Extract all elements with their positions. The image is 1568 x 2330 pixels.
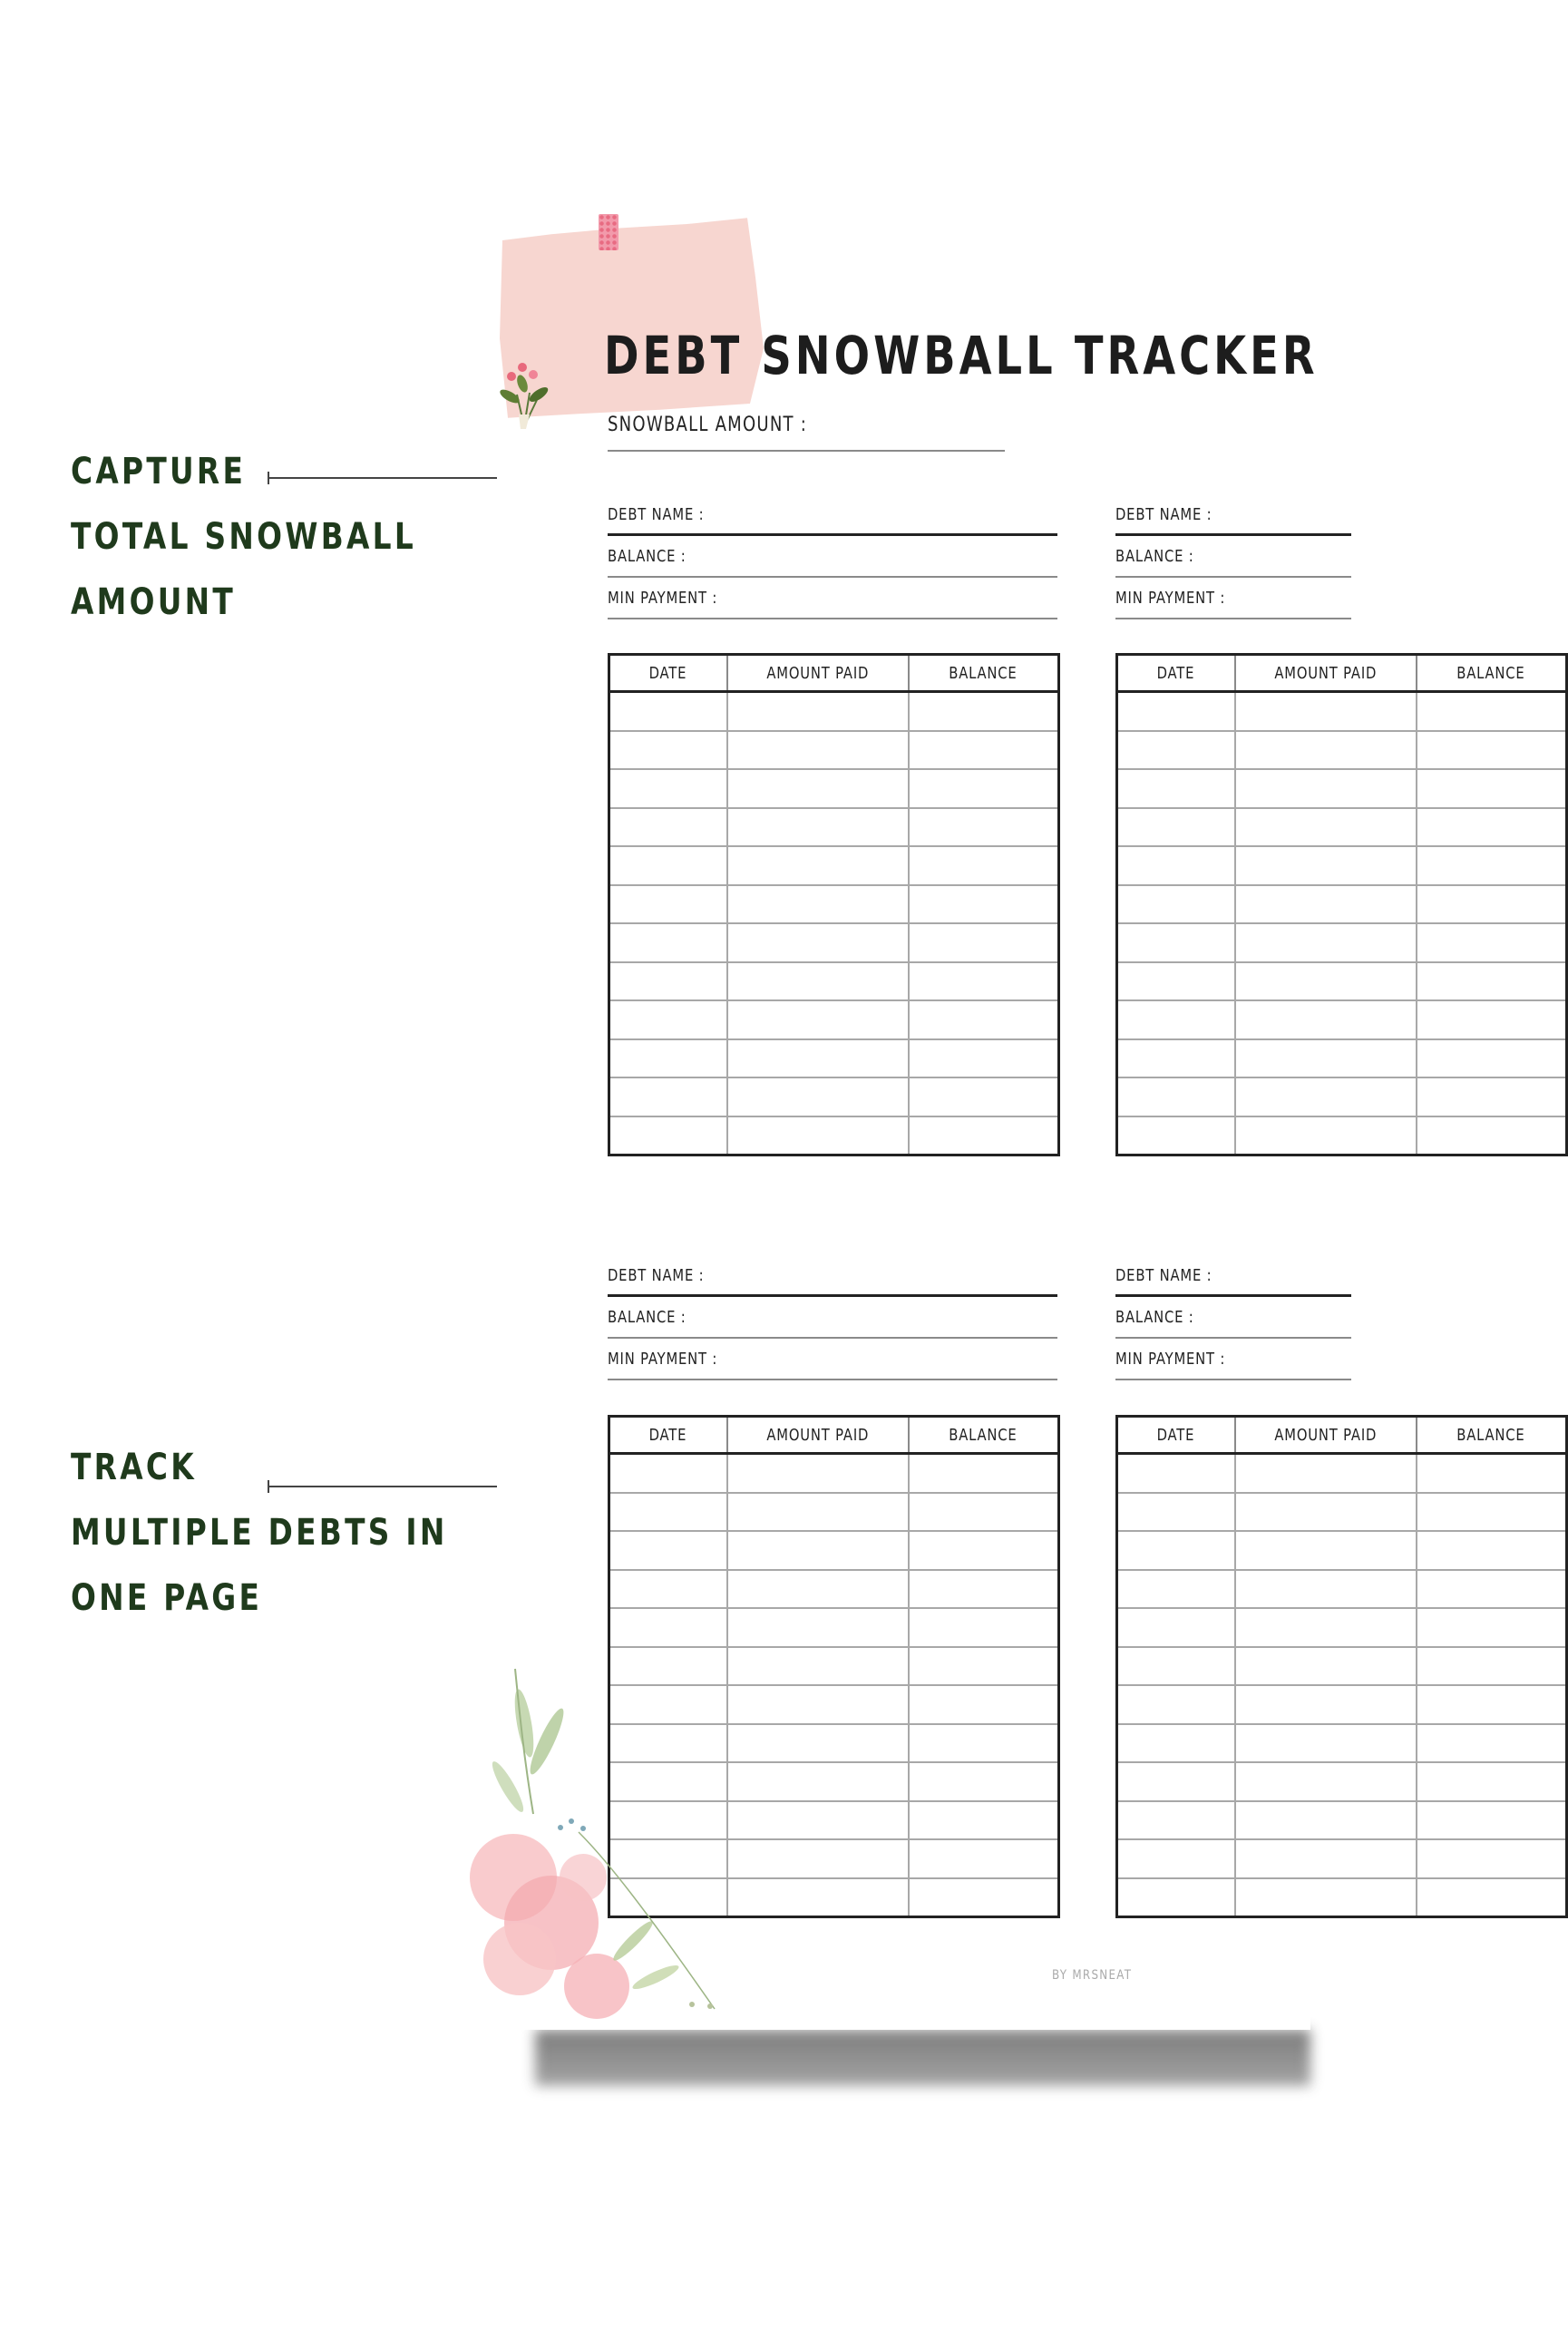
table-cell bbox=[727, 1608, 909, 1647]
table-row bbox=[609, 1116, 1059, 1155]
table-cell bbox=[727, 1839, 909, 1878]
table-cell bbox=[909, 885, 1059, 924]
amount-paid-column-header: AMOUNT PAID bbox=[727, 1417, 909, 1454]
table-cell bbox=[609, 1039, 727, 1078]
table-row bbox=[1117, 962, 1567, 1001]
table-cell bbox=[727, 1724, 909, 1763]
table-cell bbox=[1235, 923, 1417, 962]
table-cell bbox=[727, 1000, 909, 1039]
table-cell bbox=[909, 1762, 1059, 1801]
table-row bbox=[609, 692, 1059, 731]
table-cell bbox=[1235, 1878, 1417, 1917]
amount-paid-column-header: AMOUNT PAID bbox=[1235, 1417, 1417, 1454]
table-cell bbox=[1235, 1116, 1417, 1155]
table-row bbox=[1117, 1685, 1567, 1724]
table-cell bbox=[1117, 1570, 1235, 1609]
min-payment-line bbox=[1115, 1379, 1351, 1380]
min-payment-label: MIN PAYMENT : bbox=[1115, 1350, 1226, 1369]
table-cell bbox=[1235, 1647, 1417, 1686]
table-cell bbox=[909, 962, 1059, 1001]
table-cell bbox=[1235, 962, 1417, 1001]
debt-name-line bbox=[608, 1294, 1057, 1297]
table-cell bbox=[1235, 1762, 1417, 1801]
table-cell bbox=[727, 1685, 909, 1724]
table-cell bbox=[727, 962, 909, 1001]
table-row bbox=[1117, 1724, 1567, 1763]
table-cell bbox=[1117, 1000, 1235, 1039]
table-row bbox=[1117, 923, 1567, 962]
table-cell bbox=[1117, 1531, 1235, 1570]
date-column-header: DATE bbox=[609, 655, 727, 692]
table-cell bbox=[727, 692, 909, 731]
callout-line: MULTIPLE DEBTS IN bbox=[71, 1512, 448, 1554]
table-cell bbox=[1117, 1039, 1235, 1078]
table-cell bbox=[727, 1878, 909, 1917]
table-cell bbox=[909, 731, 1059, 770]
table-cell bbox=[1235, 1454, 1417, 1493]
balance-label: BALANCE : bbox=[608, 1308, 687, 1327]
date-column-header: DATE bbox=[609, 1417, 727, 1454]
table-cell bbox=[1117, 885, 1235, 924]
table-row bbox=[609, 808, 1059, 847]
table-cell bbox=[1117, 962, 1235, 1001]
snowball-amount-label: SNOWBALL AMOUNT : bbox=[608, 414, 808, 436]
table-cell bbox=[909, 808, 1059, 847]
table-cell bbox=[909, 692, 1059, 731]
table-cell bbox=[609, 1454, 727, 1493]
table-cell bbox=[1117, 1878, 1235, 1917]
table-row bbox=[1117, 1608, 1567, 1647]
table-row bbox=[1117, 1531, 1567, 1570]
table-cell bbox=[1117, 1493, 1235, 1532]
table-cell bbox=[909, 1039, 1059, 1078]
table-row bbox=[609, 962, 1059, 1001]
table-cell bbox=[1417, 1839, 1567, 1878]
table-cell bbox=[1417, 923, 1567, 962]
table-cell bbox=[1117, 1801, 1235, 1840]
table-cell bbox=[909, 769, 1059, 808]
table-row bbox=[609, 1531, 1059, 1570]
footer-credit: BY MRSNEAT bbox=[1052, 1968, 1133, 1983]
table-row bbox=[1117, 769, 1567, 808]
callout-snowball bbox=[71, 439, 416, 635]
table-row bbox=[609, 769, 1059, 808]
table-cell bbox=[909, 1000, 1059, 1039]
callout-line: TRACK bbox=[71, 1447, 197, 1488]
balance-line bbox=[1115, 1337, 1351, 1339]
table-cell bbox=[1417, 731, 1567, 770]
balance-column-header: BALANCE bbox=[909, 655, 1059, 692]
table-cell bbox=[1117, 731, 1235, 770]
balance-column-header: BALANCE bbox=[1417, 655, 1567, 692]
table-row bbox=[1117, 731, 1567, 770]
table-cell bbox=[909, 923, 1059, 962]
table-cell bbox=[1417, 1878, 1567, 1917]
balance-label: BALANCE : bbox=[608, 547, 687, 566]
table-cell bbox=[1117, 1608, 1235, 1647]
balance-line bbox=[608, 1337, 1057, 1339]
table-cell bbox=[609, 1077, 727, 1116]
flower-bouquet-icon bbox=[497, 340, 551, 431]
table-cell bbox=[1117, 1685, 1235, 1724]
table-cell bbox=[1235, 1570, 1417, 1609]
table-cell bbox=[1117, 846, 1235, 885]
table-cell bbox=[1117, 1647, 1235, 1686]
debt-name-label: DEBT NAME : bbox=[608, 505, 705, 524]
table-cell bbox=[1417, 1454, 1567, 1493]
payment-log-table bbox=[608, 653, 1060, 1156]
table-cell bbox=[1117, 1454, 1235, 1493]
table-cell bbox=[1117, 1839, 1235, 1878]
page-title: DEBT SNOWBALL TRACKER bbox=[604, 325, 1319, 386]
debt-name-line bbox=[1115, 533, 1351, 536]
table-cell bbox=[609, 885, 727, 924]
table-cell bbox=[1417, 1077, 1567, 1116]
table-cell bbox=[609, 1570, 727, 1609]
table-cell bbox=[909, 1116, 1059, 1155]
table-cell bbox=[1235, 885, 1417, 924]
table-cell bbox=[1417, 962, 1567, 1001]
date-column-header: DATE bbox=[1117, 1417, 1235, 1454]
table-row bbox=[1117, 1454, 1567, 1493]
table-cell bbox=[1417, 1531, 1567, 1570]
table-cell bbox=[909, 1570, 1059, 1609]
table-cell bbox=[1117, 769, 1235, 808]
table-row bbox=[1117, 846, 1567, 885]
table-cell bbox=[1417, 1801, 1567, 1840]
table-cell bbox=[909, 1454, 1059, 1493]
table-cell bbox=[609, 1608, 727, 1647]
table-cell bbox=[1117, 808, 1235, 847]
debt-name-label: DEBT NAME : bbox=[1115, 505, 1213, 524]
washi-tape-icon bbox=[599, 214, 618, 250]
table-cell bbox=[909, 846, 1059, 885]
balance-line bbox=[1115, 576, 1351, 578]
table-row bbox=[609, 1039, 1059, 1078]
debt-name-line bbox=[1115, 1294, 1351, 1297]
table-cell bbox=[909, 1608, 1059, 1647]
table-cell bbox=[1117, 1116, 1235, 1155]
table-cell bbox=[1235, 846, 1417, 885]
table-row bbox=[609, 1000, 1059, 1039]
table-cell bbox=[909, 1801, 1059, 1840]
table-cell bbox=[1235, 769, 1417, 808]
table-cell bbox=[727, 1531, 909, 1570]
debt-name-line bbox=[608, 533, 1057, 536]
table-row bbox=[609, 1570, 1059, 1609]
table-row bbox=[609, 885, 1059, 924]
table-cell bbox=[909, 1878, 1059, 1917]
table-cell bbox=[1117, 1077, 1235, 1116]
table-cell bbox=[1235, 1608, 1417, 1647]
table-cell bbox=[909, 1647, 1059, 1686]
callout-line: CAPTURE bbox=[71, 451, 247, 492]
payment-log-table bbox=[1115, 653, 1568, 1156]
balance-label: BALANCE : bbox=[1115, 547, 1194, 566]
table-row bbox=[1117, 1116, 1567, 1155]
min-payment-label: MIN PAYMENT : bbox=[608, 589, 718, 608]
table-row bbox=[1117, 885, 1567, 924]
date-column-header: DATE bbox=[1117, 655, 1235, 692]
table-row bbox=[1117, 1039, 1567, 1078]
table-row bbox=[1117, 1762, 1567, 1801]
table-row bbox=[1117, 1878, 1567, 1917]
table-cell bbox=[1417, 846, 1567, 885]
table-row bbox=[1117, 1493, 1567, 1532]
table-cell bbox=[1417, 1000, 1567, 1039]
table-cell bbox=[727, 1647, 909, 1686]
callout-line: AMOUNT bbox=[71, 581, 237, 623]
table-cell bbox=[1235, 1531, 1417, 1570]
balance-column-header: BALANCE bbox=[1417, 1417, 1567, 1454]
table-cell bbox=[609, 808, 727, 847]
table-cell bbox=[1235, 1724, 1417, 1763]
table-cell bbox=[727, 1762, 909, 1801]
snowball-amount-line bbox=[608, 450, 1005, 452]
table-cell bbox=[1417, 885, 1567, 924]
table-cell bbox=[1417, 808, 1567, 847]
table-cell bbox=[609, 731, 727, 770]
table-cell bbox=[609, 923, 727, 962]
table-cell bbox=[1417, 769, 1567, 808]
table-row bbox=[1117, 1077, 1567, 1116]
table-cell bbox=[609, 1531, 727, 1570]
table-cell bbox=[1117, 1762, 1235, 1801]
table-cell bbox=[727, 846, 909, 885]
table-cell bbox=[1235, 731, 1417, 770]
table-cell bbox=[609, 962, 727, 1001]
min-payment-line bbox=[1115, 618, 1351, 619]
table-cell bbox=[1417, 1493, 1567, 1532]
table-row bbox=[1117, 808, 1567, 847]
table-row bbox=[609, 846, 1059, 885]
balance-label: BALANCE : bbox=[1115, 1308, 1194, 1327]
table-cell bbox=[1235, 1077, 1417, 1116]
table-cell bbox=[609, 769, 727, 808]
table-row bbox=[609, 923, 1059, 962]
amount-paid-column-header: AMOUNT PAID bbox=[1235, 655, 1417, 692]
table-cell bbox=[1235, 1685, 1417, 1724]
table-cell bbox=[727, 923, 909, 962]
callout-multiple-debts bbox=[71, 1435, 448, 1631]
table-row bbox=[1117, 1801, 1567, 1840]
min-payment-line bbox=[608, 1379, 1057, 1380]
table-row bbox=[609, 1077, 1059, 1116]
table-cell bbox=[727, 1493, 909, 1532]
table-cell bbox=[727, 1454, 909, 1493]
table-cell bbox=[727, 769, 909, 808]
table-row bbox=[1117, 1570, 1567, 1609]
amount-paid-column-header: AMOUNT PAID bbox=[727, 655, 909, 692]
table-cell bbox=[1117, 1724, 1235, 1763]
table-cell bbox=[727, 1039, 909, 1078]
table-cell bbox=[1417, 1762, 1567, 1801]
table-cell bbox=[727, 885, 909, 924]
table-cell bbox=[1417, 1116, 1567, 1155]
table-row bbox=[609, 1454, 1059, 1493]
table-cell bbox=[1235, 1839, 1417, 1878]
balance-column-header: BALANCE bbox=[909, 1417, 1059, 1454]
table-cell bbox=[609, 1000, 727, 1039]
table-cell bbox=[727, 808, 909, 847]
callout-line: TOTAL SNOWBALL bbox=[71, 516, 417, 558]
callout-line: ONE PAGE bbox=[71, 1577, 263, 1619]
table-cell bbox=[909, 1724, 1059, 1763]
table-row bbox=[1117, 1000, 1567, 1039]
table-cell bbox=[1417, 1039, 1567, 1078]
table-cell bbox=[609, 846, 727, 885]
table-cell bbox=[727, 1801, 909, 1840]
table-cell bbox=[1235, 1493, 1417, 1532]
table-cell bbox=[1235, 1000, 1417, 1039]
table-cell bbox=[1417, 1685, 1567, 1724]
debt-name-label: DEBT NAME : bbox=[608, 1266, 705, 1285]
table-cell bbox=[1235, 1801, 1417, 1840]
table-cell bbox=[1117, 692, 1235, 731]
min-payment-label: MIN PAYMENT : bbox=[1115, 589, 1226, 608]
table-row bbox=[609, 731, 1059, 770]
debt-name-label: DEBT NAME : bbox=[1115, 1266, 1213, 1285]
table-row bbox=[1117, 692, 1567, 731]
table-cell bbox=[1235, 1039, 1417, 1078]
sheet-shadow bbox=[535, 2030, 1310, 2086]
min-payment-line bbox=[608, 618, 1057, 619]
table-cell bbox=[727, 1116, 909, 1155]
table-cell bbox=[1417, 1608, 1567, 1647]
table-cell bbox=[727, 1077, 909, 1116]
table-cell bbox=[909, 1839, 1059, 1878]
table-cell bbox=[1117, 923, 1235, 962]
table-cell bbox=[1235, 692, 1417, 731]
table-cell bbox=[1417, 1647, 1567, 1686]
planner-sheet bbox=[497, 209, 1525, 2030]
table-cell bbox=[1235, 808, 1417, 847]
table-cell bbox=[1417, 692, 1567, 731]
table-row bbox=[609, 1608, 1059, 1647]
table-cell bbox=[609, 1493, 727, 1532]
table-cell bbox=[609, 1116, 727, 1155]
table-cell bbox=[609, 692, 727, 731]
table-cell bbox=[727, 731, 909, 770]
table-row bbox=[1117, 1839, 1567, 1878]
table-row bbox=[1117, 1647, 1567, 1686]
balance-line bbox=[608, 576, 1057, 578]
table-row bbox=[609, 1493, 1059, 1532]
table-cell bbox=[909, 1531, 1059, 1570]
min-payment-label: MIN PAYMENT : bbox=[608, 1350, 718, 1369]
table-cell bbox=[909, 1493, 1059, 1532]
payment-log-table bbox=[1115, 1415, 1568, 1918]
floral-corner-icon bbox=[497, 1651, 742, 2032]
table-cell bbox=[909, 1685, 1059, 1724]
table-cell bbox=[1417, 1724, 1567, 1763]
table-cell bbox=[727, 1570, 909, 1609]
table-cell bbox=[909, 1077, 1059, 1116]
table-cell bbox=[1417, 1570, 1567, 1609]
